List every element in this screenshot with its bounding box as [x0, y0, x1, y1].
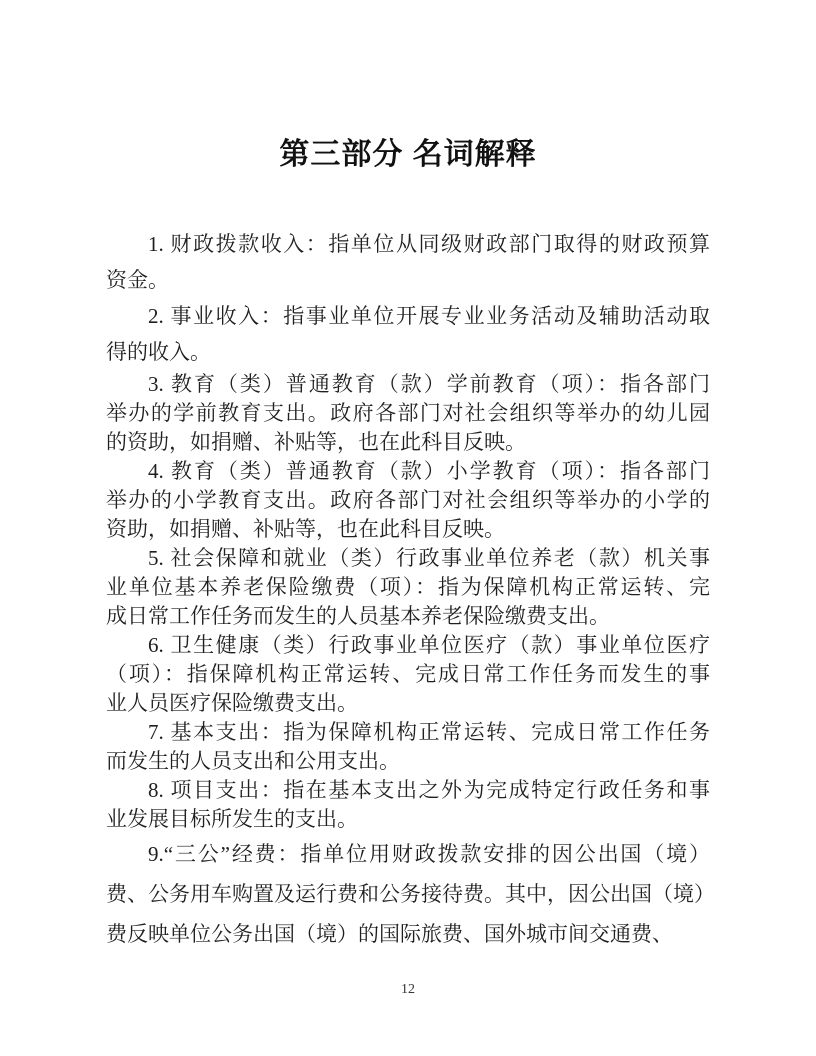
paragraph-line: 业发展目标所发生的支出。 — [106, 807, 358, 831]
paragraph-line: 4. 教育（类）普通教育（款）小学教育（项）：指各部门 — [148, 459, 710, 483]
paragraph-line: 费、公务用车购置及运行费和公务接待费。其中，因公出国（境） — [106, 882, 715, 906]
paragraph — [106, 776, 710, 834]
paragraph-line: 成日常工作任务而发生的人员基本养老保险缴费支出。 — [106, 604, 610, 628]
document-body — [106, 226, 715, 954]
paragraph-line: 6. 卫生健康（类）行政事业单位医疗（款）事业单位医疗 — [148, 633, 710, 657]
paragraph-line: 举办的学前教育支出。政府各部门对社会组织等举办的幼儿园 — [106, 401, 710, 425]
paragraph-line: （项）：指保障机构正常运转、完成日常工作任务而发生的事 — [106, 662, 710, 686]
paragraph-line: 举办的小学教育支出。政府各部门对社会组织等举办的小学的 — [106, 488, 710, 512]
paragraph-line: 资金。 — [106, 268, 169, 292]
paragraph-line: 业人员医疗保险缴费支出。 — [106, 691, 358, 715]
paragraph-line: 而发生的人员支出和公用支出。 — [106, 749, 400, 773]
paragraph — [106, 631, 710, 718]
paragraph — [106, 457, 710, 544]
paragraph-line: 的资助，如捐赠、补贴等，也在此科目反映。 — [106, 430, 526, 454]
paragraph-line: 业单位基本养老保险缴费（项）：指为保障机构正常运转、完 — [106, 575, 710, 599]
paragraph-line: 9.“三公”经费：指单位用财政拨款安排的因公出国（境） — [148, 842, 710, 866]
paragraph — [106, 298, 710, 370]
paragraph-line: 资助，如捐赠、补贴等，也在此科目反映。 — [106, 517, 505, 541]
paragraph-line: 5. 社会保障和就业（类）行政事业单位养老（款）机关事 — [148, 546, 710, 570]
paragraph-line: 费反映单位公务出国（境）的国际旅费、国外城市间交通费、 — [106, 922, 673, 946]
paragraph-line: 8. 项目支出：指在基本支出之外为完成特定行政任务和事 — [148, 778, 710, 802]
page-title: 第三部分 名词解释 — [279, 138, 537, 171]
paragraph — [106, 226, 710, 298]
paragraph-line: 3. 教育（类）普通教育（款）学前教育（项）：指各部门 — [148, 372, 710, 396]
paragraph — [106, 718, 710, 776]
paragraph-line: 得的收入。 — [106, 340, 211, 364]
paragraph-line: 7. 基本支出：指为保障机构正常运转、完成日常工作任务 — [148, 720, 710, 744]
paragraph — [106, 834, 715, 954]
paragraph — [106, 544, 710, 631]
page-number: 12 — [401, 982, 415, 997]
paragraph — [106, 370, 710, 457]
paragraph-line: 2. 事业收入：指事业单位开展专业业务活动及辅助活动取 — [148, 304, 710, 328]
paragraph-line: 1. 财政拨款收入：指单位从同级财政部门取得的财政预算 — [148, 232, 710, 256]
